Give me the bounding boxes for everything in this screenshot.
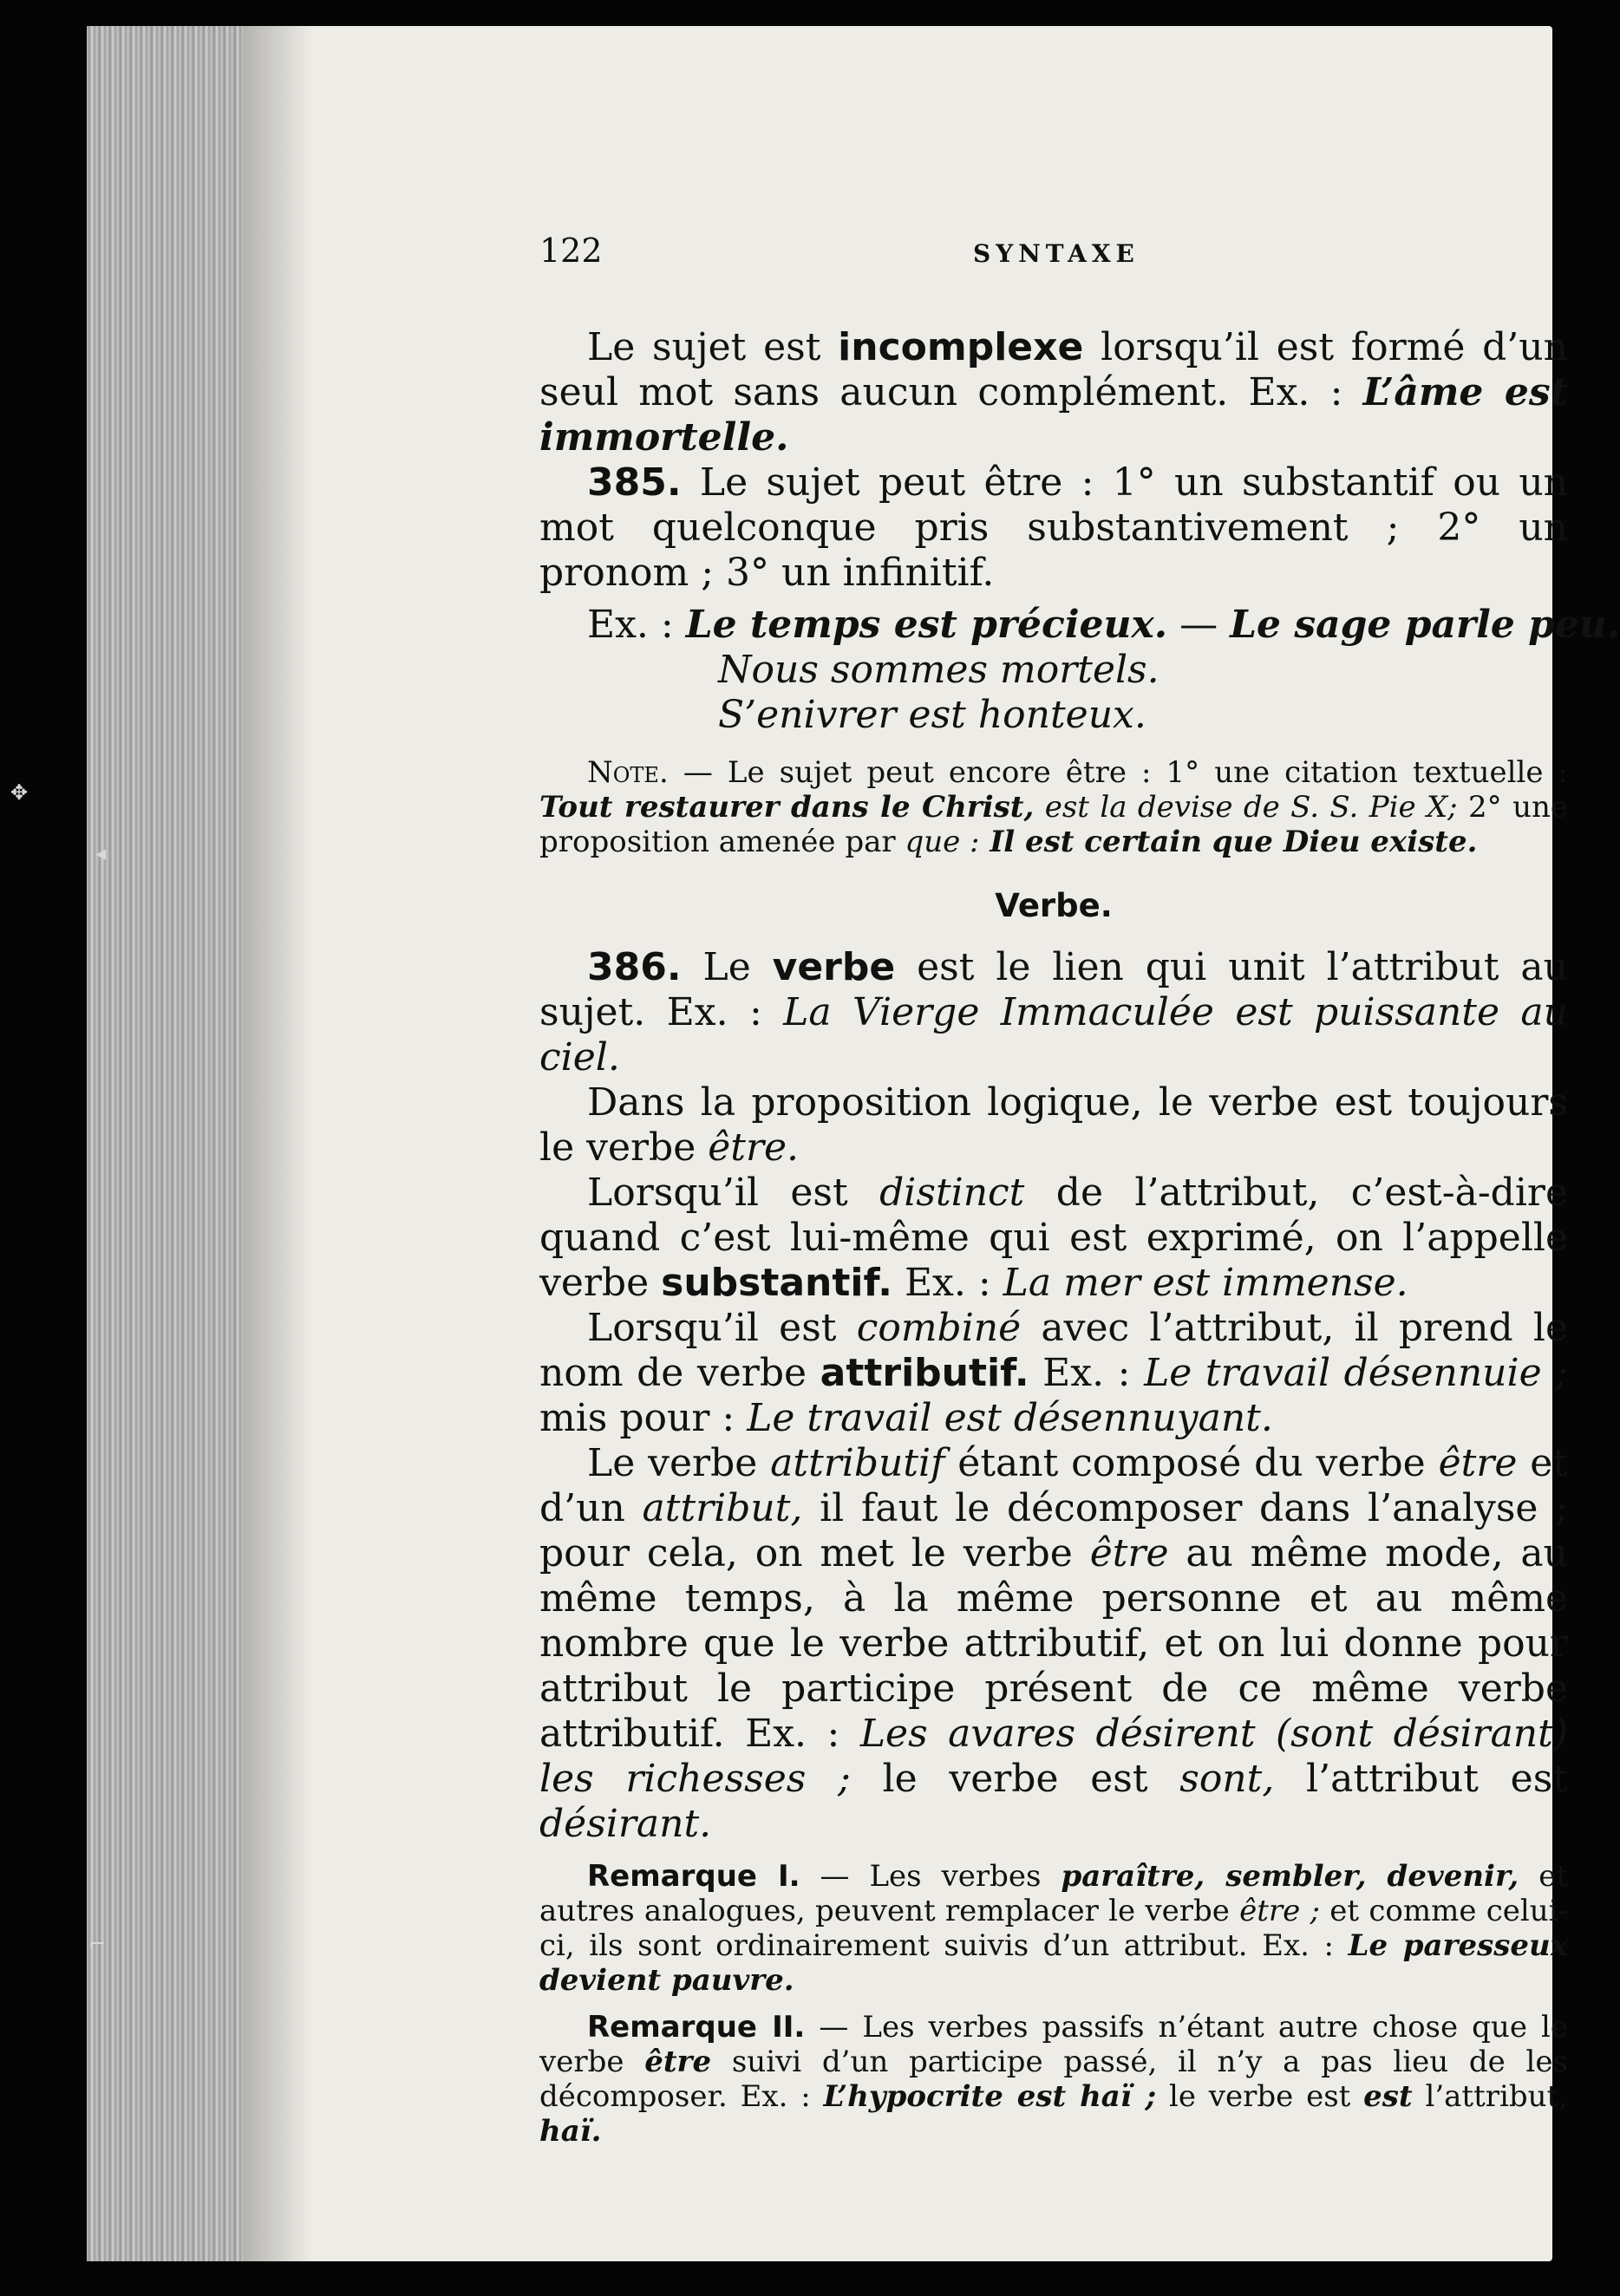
text-area (539, 232, 1620, 2149)
example-text: combiné (856, 1306, 1022, 1350)
text-run: et d’un (539, 1441, 1568, 1530)
scan-artifact-mark: ⌐ (88, 1932, 107, 1956)
text-run: avec l’attribut, il prend le nom de verbe (539, 1306, 1568, 1395)
text-run: Lorsqu’il est (587, 1306, 857, 1350)
example-text: désirant. (539, 1802, 712, 1846)
example-text: Le paresseux devient pauvre. (539, 1928, 1568, 1998)
bold-term: verbe (772, 945, 896, 989)
example-text: L’âme est immortelle. (539, 370, 1568, 460)
text-run: — Le sujet peut encore être : 1° une citation textuelle : (668, 755, 1568, 790)
example-text: La Vierge Immaculée est puissante au ciel. (539, 990, 1568, 1080)
paragraph-attributif (539, 1441, 1568, 1847)
example-text: Les avares désirent (sont désirant) les richesses ; (539, 1712, 1568, 1801)
paragraph-385 (539, 460, 1568, 596)
remark-1 (539, 1859, 1568, 1998)
text-run: étant composé du verbe (944, 1441, 1439, 1485)
text-run: — Les verbes (800, 1859, 1061, 1894)
text-run: lorsqu’il est formé d’un seul mot sans aucun complément. Ex. : (539, 325, 1568, 414)
paragraph-incomplexe (539, 325, 1568, 460)
example-text: paraître, sembler, devenir, (1061, 1859, 1519, 1894)
text-run: et autres analogues, peuvent remplacer le verbe (539, 1859, 1569, 1928)
text-run: Le sujet peut être : 1° un substantif ou un mot quelconque pris substantivement ; 2° un pronom ; 3° un infinitif. (539, 460, 1568, 595)
example-text: attribut, (642, 1486, 803, 1530)
text-run: Ex. : (892, 1261, 1003, 1305)
example-text: Le sage parle peu. (1230, 603, 1620, 647)
text-run: le verbe est (1156, 2079, 1364, 2114)
text-run: est le lien qui unit l’attribut au sujet. Ex. : (539, 945, 1569, 1034)
text-run: Lorsqu’il est (587, 1171, 880, 1215)
text-run: Dans la proposition logique, le verbe est toujours le verbe (539, 1080, 1568, 1170)
example-line: S’enivrer est honteux. (718, 693, 1146, 737)
remark-2 (539, 2010, 1568, 2149)
text-run: Le (681, 945, 773, 989)
running-head (539, 234, 1568, 282)
example-text: Tout restaurer dans le Christ, (539, 790, 1035, 825)
text-run: Ex. : (1029, 1351, 1145, 1395)
remark-label: Remarque I. (587, 1859, 800, 1894)
text-run: l’attribut, (1412, 2079, 1568, 2114)
section-heading-verbe: Verbe. (995, 887, 1113, 924)
example-text: être ; (1239, 1894, 1321, 1928)
examples-block (587, 603, 1620, 738)
text-run: mis pour : (539, 1396, 748, 1440)
text-run: et comme celui-ci, ils sont ordinairement suivis d’un attribut. Ex. : (539, 1894, 1568, 1963)
example-text: La mer est immense. (1003, 1261, 1408, 1305)
page-edge (87, 26, 243, 2261)
bold-term: incomplexe (838, 325, 1084, 369)
text-run: Le sujet est (587, 325, 839, 369)
text-run: 2° une proposition amenée par (539, 790, 1568, 859)
example-lead: Ex. : (587, 603, 686, 647)
example-text: être (644, 2045, 712, 2079)
text-run: au même mode, au même temps, à la même personne et au même nombre que le verbe attributif, et on lui donne pour attribut le participe présent de ce même verbe attributif. Ex. : (539, 1531, 1568, 1756)
gutter-shadow (243, 26, 312, 2261)
paragraph-dans (539, 1080, 1568, 1171)
text-run: — Les verbes passifs n’étant autre chose que le verbe (539, 2010, 1568, 2079)
example-text: est (1363, 2079, 1413, 2114)
example-text: est la devise de S. S. Pie X; (1034, 790, 1458, 825)
paragraph-combine (539, 1306, 1568, 1441)
example-text: Le temps est précieux. (685, 603, 1168, 647)
example-line: Nous sommes mortels. (718, 648, 1159, 692)
example-text: être. (708, 1125, 799, 1170)
example-text: que : (905, 825, 980, 859)
example-text: haï. (539, 2114, 602, 2149)
example-text: être (1089, 1531, 1169, 1575)
example-text: Il est certain que Dieu existe. (979, 825, 1478, 859)
text-run: Le verbe (587, 1441, 771, 1485)
note-paragraph (539, 755, 1568, 859)
example-text: Le travail désennuie ; (1144, 1351, 1569, 1395)
dash: — (1167, 603, 1231, 647)
paragraph-386 (539, 945, 1568, 1080)
text-run: suivi d’un participe passé, il n’y a pas lieu de les décomposer. Ex. : (539, 2045, 1568, 2114)
example-line (587, 603, 1620, 648)
bold-term: substantif. (661, 1261, 892, 1305)
paragraph-distinct (539, 1171, 1568, 1306)
book-page (87, 26, 1620, 2261)
example-text: Le travail est désennuyant. (747, 1396, 1273, 1440)
example-text: distinct (879, 1171, 1025, 1215)
remark-label: Remarque II. (587, 2010, 806, 2045)
paragraph-number: 386. (587, 945, 682, 989)
text-run: le verbe est (850, 1757, 1180, 1801)
paragraph-number: 385. (587, 460, 682, 505)
bold-term: attributif. (820, 1351, 1029, 1395)
example-text: L’hypocrite est haï ; (823, 2079, 1157, 2114)
text-run: il faut le décomposer dans l’analyse ; pour cela, on met le verbe (539, 1486, 1568, 1575)
example-text: attributif (770, 1441, 945, 1485)
example-text: sont, (1179, 1757, 1275, 1801)
page-number: 122 (539, 232, 603, 270)
text-run: de l’attribut, c’est-à-dire quand c’est lui-même qui est exprimé, on l’appelle verbe (539, 1171, 1568, 1305)
note-label: Note. (587, 755, 669, 790)
text-run: l’attribut est (1274, 1757, 1568, 1801)
section-title: SYNTAXE (973, 239, 1140, 268)
example-text: être (1438, 1441, 1518, 1485)
scan-artifact-mark: ◂ (95, 841, 107, 865)
scan-artifact-mark: ✥ (10, 780, 29, 805)
